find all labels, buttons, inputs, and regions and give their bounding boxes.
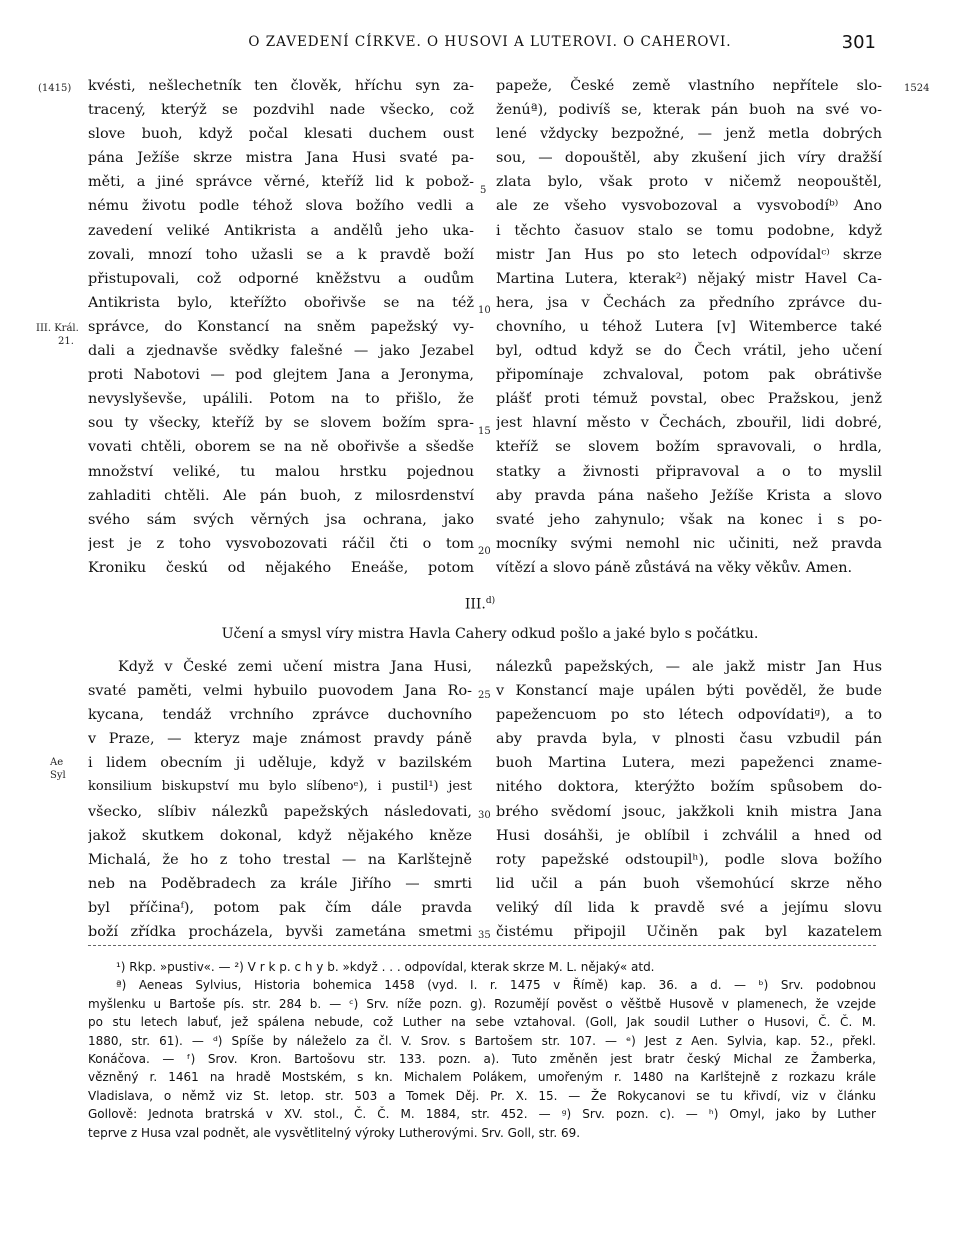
line-number-25: 25 xyxy=(478,690,491,701)
footnote-line: Konáčova. — ᶠ) Srov. Kron. Bartošovu str. 133. pozn. a). Tuto změněn jest bratr český Michal ze Žamberka, xyxy=(88,1052,876,1067)
text-line: připomínaje zchvaloval, potom pak obrátivše xyxy=(496,367,882,384)
text-line: svaté jeho zahynulo; však na konec i s po- xyxy=(496,511,882,528)
text-line: svaté paměti, velmi hybuilo puovodem Jana Ro- xyxy=(88,683,472,700)
footnote-line: myšlenku u Bartoše pís. str. 284 b. — ᶜ) Srv. níže pozn. g). Rozumějí pověst o věštbě Husově v plamenech, že vzejde xyxy=(88,996,876,1011)
text-line: Martina Lutera, kterak²) nějaký mistr Havel Ca- xyxy=(496,270,882,287)
section2-left-column xyxy=(88,655,472,944)
text-line: všecko, slíbiv nálezků papežských následovati, xyxy=(88,803,472,820)
margin-source-ref: Ae xyxy=(50,757,64,768)
text-line: chovního, u téhož Lutera [v] Witemberce také xyxy=(496,318,882,335)
text-line: mistr Jan Hus po sto letech odpovídalᶜ⁾ skrze xyxy=(496,246,882,263)
text-line: papežencuom po sto létech odpovídatiᵍ), a to xyxy=(496,707,882,724)
text-line: nitého doktora, kterýžto božím spůsobem do- xyxy=(496,779,882,796)
text-line: nálezků papežských, — ale jakž mistr Jan Hus xyxy=(496,659,882,675)
line-number-5: 5 xyxy=(480,185,487,196)
line-number-15: 15 xyxy=(478,426,491,437)
margin-bible-ref: III. Král. xyxy=(36,323,79,334)
text-line: dali a zjednavše svědky falešné — jako Jezabel xyxy=(88,343,474,360)
text-line: boží zřídka procházela, byvši zametána smetmi xyxy=(88,924,472,941)
text-line: jest hlavní město v Čechách, zbouřil, lidi dobré, xyxy=(496,415,882,432)
section2-right-column xyxy=(496,655,882,944)
footnote-line: ª) Aeneas Sylvius, Historia bohemica 1458 (vyd. I. r. 1475 v Římě) kap. 36. a d. — ᵇ) Srv. podobnou xyxy=(116,978,876,993)
text-line: nému životu podle téhož slova božího vedli a xyxy=(88,198,474,215)
text-line: neb na Poděbradech za krále Jiřího — smrti xyxy=(88,875,472,892)
text-line: pána Ježíše skrze mistra Jana Husi svaté pa- xyxy=(88,150,474,167)
text-line: v Praze, — kteryz maje známost pravdy páně xyxy=(88,731,472,748)
footnote-line: teprve z Husa vzal podnět, ale vysvětlitelný výroky Lutherovými. Srv. Goll, str. 69. xyxy=(88,1125,581,1140)
section-note-mark: d) xyxy=(485,596,496,606)
page-number: 301 xyxy=(841,32,876,53)
footnote-line: Vladislava, o němž viz St. letop. str. 503 a Tomek Děj. Pr. X. 15. — Že Rokycanovi se tu křivdí, viz v článku xyxy=(88,1088,876,1103)
line-number-10: 10 xyxy=(478,305,491,316)
margin-year-right: 1524 xyxy=(904,83,930,94)
text-line: plášť proti témuž povstal, obec Pražskou, jenž xyxy=(496,391,882,408)
text-line: nevyslyševše, upálili. Potom na to přišlo, že xyxy=(88,391,474,408)
text-line: roty papežské odstoupilʰ), podle slova božího xyxy=(496,851,882,868)
footnotes xyxy=(88,958,876,1142)
text-line: lené vždycky bezpožné, — jenž metla dobrých xyxy=(496,126,882,143)
text-line: hera, jsa v Čechách za předního zprávce du- xyxy=(496,294,882,311)
text-line: množství veliké, tu malou hrstku pojednou xyxy=(88,463,474,480)
text-line: slove buoh, když počal klesati duchem oust xyxy=(88,126,474,143)
footnote-line: ¹) Rkp. »pustiv«. — ²) V r k p. c h y b. »když . . . odpovídal, kterak skrze M. L. nějaký« atd. xyxy=(116,960,655,974)
text-line: i těchto časuov stalo se tomu podobne, když xyxy=(496,222,882,239)
text-line: sou, — dopouštěl, aby zkušení jich víry dražší xyxy=(496,150,882,167)
text-line: byl příčinaᶠ), potom pak čím dále pravda xyxy=(88,899,472,916)
text-line: ženúª), podivíš se, kterak pán buoh na své vo- xyxy=(496,102,882,119)
text-line: svého sám svých věrných jsa ochrana, jako xyxy=(88,511,474,528)
margin-bible-ref-chapter: 21. xyxy=(58,336,74,347)
text-line: Husi dosáhši, je oblíbil i zchválil a hned od xyxy=(496,827,882,844)
footnote-line: po stu letech labuť, jež spálena nebude, což Luther na sebe vztahoval. (Goll, Jak soudil Luther o Husovi, Č. Č. M. xyxy=(88,1015,876,1030)
text-line: jest je z toho vysvobozovati ráčil čti o tom xyxy=(88,535,474,552)
margin-source-ref-2: Syl xyxy=(50,770,66,781)
text-line: zlata bylo, však proto v ničemž neopouštěl, xyxy=(496,174,882,191)
line-number-35: 35 xyxy=(478,930,491,941)
footnote-line: 1880, str. 61). — ᵈ) Spíše by náleželo za čl. V. Srov. s Bartošem str. 107. — ᵉ) Jest z Aen. Sylvia, kap. 52., překl. xyxy=(88,1033,876,1048)
footnote-divider xyxy=(88,945,876,946)
text-line: papeže, České země vlastního nepřítele slo- xyxy=(496,78,882,94)
section1-left-column xyxy=(88,74,474,580)
text-line: Kroniku českú od nějakého Eneáše, potom xyxy=(88,559,474,576)
text-line: konsilium biskupství mu bylo slíbenoᵉ), i pustil¹) jest xyxy=(88,779,472,795)
section-number xyxy=(0,596,960,613)
text-line: Když v České zemi učení mistra Jana Husi, xyxy=(118,659,472,675)
text-line: vovati chtěli, oborem se na ně obořivše a sšedše xyxy=(88,439,474,456)
text-line: zahladiti chtěli. Ale pán buoh, z milosrdenství xyxy=(88,487,474,504)
text-line: Michalá, že ho z toho trestal — na Karlštejně xyxy=(88,851,472,868)
text-line: přistupovali, což odporné kněžstvu a oudům xyxy=(88,270,474,287)
text-line: i lidem obecním ji uděluje, když v bazilském xyxy=(88,755,472,772)
text-line: byl, odtud když se do Čech vrátil, jeho učení xyxy=(496,343,882,360)
text-line: kteříž se slovem božím spravovali, o hrdla, xyxy=(496,439,882,456)
text-line: proti Nabotovi — pod glejtem Jana a Jeronyma, xyxy=(88,367,474,384)
text-line: v Konstancí maje upálen býti pověděl, že bude xyxy=(496,683,882,700)
section-title: Učení a smysl víry mistra Havla Cahery odkud pošlo a jaké bylo s počátku. xyxy=(221,626,759,642)
text-line: vítězí a slovo páně zůstává na věky věkův. Amen. xyxy=(496,559,853,576)
text-line: zovali, mnozí toho užasli se a k pravdě boží xyxy=(88,246,474,263)
text-line: Antikrista bylo, kteřížto obořivše se na též xyxy=(88,294,474,311)
text-line: tracený, kterýž se pozdvihl nade všecko, což xyxy=(88,102,474,119)
section-number-text: III. xyxy=(464,596,486,613)
text-line: ale ze všeho vysvobozoval a vysvobodíᵇ⁾ Ano xyxy=(496,198,882,215)
text-line: aby pravda byla, v plnosti času vzbudil pán xyxy=(496,731,882,748)
footnote-line: Gollově: Jednota bratrská v XV. stol., Č. Č. M. 1884, str. 452. — ᵍ) Srv. pozn. c). — ʰ) Omyl, jako by Luther xyxy=(88,1107,876,1122)
text-line: měti, a jiné správce věrné, kteříž lid k pobož- xyxy=(88,174,474,191)
text-line: buoh Martina Lutera, mezi papeženci zname- xyxy=(496,755,882,772)
text-line: mocníky svými nemohl nic učiniti, než pravda xyxy=(496,535,882,552)
margin-year: (1415) xyxy=(38,83,72,94)
text-line: sou ty všecky, kteříž by se slovem božím spra- xyxy=(88,415,474,432)
text-line: statky a živnosti připravoval a o to myslil xyxy=(496,463,882,480)
text-line: lid učil a pán buoh všemohúcí skrze něho xyxy=(496,875,882,892)
text-line: kycana, tendáž vrchního zprávce duchovního xyxy=(88,707,472,724)
text-line: brého svědomí jsouc, jakžkoli knih mistra Jana xyxy=(496,803,882,820)
text-line: aby pravda pána našeho Ježíše Krista a slovo xyxy=(496,487,882,504)
text-line: veliký díl lida k pravdě své a jejímu slovu xyxy=(496,899,882,916)
footnote-line: vězněný r. 1461 na hradě Mostském, s kn. Michalem Polákem, umořeným r. 1480 na Karlštejně z rozkazu krále xyxy=(88,1070,876,1085)
text-line: čistému připojil Učiněn pak byl kazatelem xyxy=(496,924,882,941)
line-number-30: 30 xyxy=(478,810,491,821)
text-line: zavedení veliké Antikrista a andělů jeho uka- xyxy=(88,222,474,239)
text-line: jakož skutkem dokonal, když nějakého kněze xyxy=(88,827,472,844)
text-line: správce, do Konstancí na sněm papežský vy- xyxy=(88,318,474,335)
section1-right-column xyxy=(496,74,882,580)
text-line: kvésti, nešlechetník ten člověk, hříchu syn za- xyxy=(88,78,474,94)
line-number-20: 20 xyxy=(478,546,491,557)
running-header: O ZAVEDENÍ CÍRKVE. O HUSOVI A LUTEROVI. O CAHEROVI. xyxy=(248,34,732,50)
